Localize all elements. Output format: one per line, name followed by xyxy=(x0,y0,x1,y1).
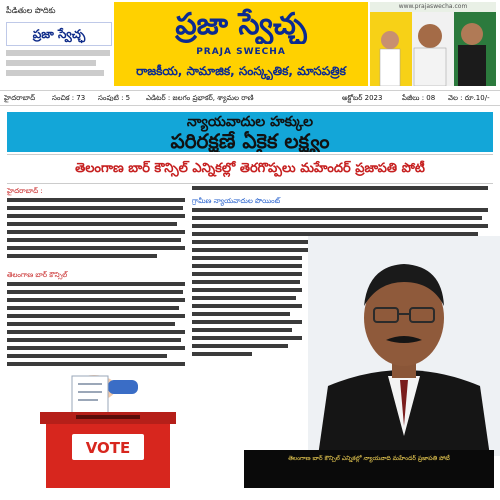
photo-caption: తెలంగాణ బార్ కౌన్సిల్ ఎన్నికల్లో న్యాయవాది మహేందర్ ప్రజాపతి పోటీ xyxy=(288,455,450,462)
text-line xyxy=(7,254,157,258)
text-line xyxy=(192,336,302,340)
text-line xyxy=(7,222,177,226)
text-line xyxy=(7,214,185,218)
issue-editor: ఎడిటర్ : జలగం ప్రభాకర్, శ్యామల రాణి xyxy=(146,94,254,102)
text-line xyxy=(192,216,482,220)
issue-number: సంపుటి : 5 xyxy=(98,94,131,102)
text-line xyxy=(7,246,185,250)
text-line xyxy=(7,314,185,318)
portrait-illustration xyxy=(308,236,500,456)
text-line xyxy=(7,306,179,310)
text-line xyxy=(7,322,175,326)
masthead-photo-banner xyxy=(370,2,496,86)
issue-place: హైదరాబాద్ xyxy=(4,94,36,102)
text-line xyxy=(7,330,185,334)
issue-volume: సంచిక : 73 xyxy=(52,94,86,102)
article-dateline: హైదరాబాద్ : xyxy=(7,187,43,195)
text-line xyxy=(7,338,181,342)
left-mini-title: ప్రజా స్వేచ్ఛ xyxy=(6,22,112,46)
text-line xyxy=(7,298,185,302)
left-text-line xyxy=(6,70,104,76)
text-line xyxy=(192,296,296,300)
text-line xyxy=(192,344,288,348)
vote-label: VOTE xyxy=(85,439,131,457)
text-line xyxy=(7,362,185,366)
left-text-line xyxy=(6,60,96,66)
text-line xyxy=(7,346,185,350)
text-line xyxy=(192,208,488,212)
text-line xyxy=(192,320,302,324)
text-line xyxy=(192,312,290,316)
article-section-heading: తెలంగాణ బార్ కౌన్సిల్ xyxy=(7,271,68,279)
text-line xyxy=(192,264,302,268)
headline-line-1: న్యాయవాదుల హక్కుల xyxy=(186,114,314,130)
text-line xyxy=(192,272,302,276)
issue-price: వెల : రూ.10/- xyxy=(448,94,490,102)
text-line xyxy=(192,288,302,292)
newspaper-title: ప్రజా స్వేచ్ఛ xyxy=(175,7,307,42)
left-text-line xyxy=(6,50,110,56)
text-line xyxy=(7,290,183,294)
left-tagline: పీడితుల పొదికు xyxy=(6,6,56,15)
text-line xyxy=(7,198,185,202)
article-right-heading: గ్రామీణ న్యాయవాదుల పొయింట్ xyxy=(192,197,281,205)
issue-date: అక్టోబర్ 2023 xyxy=(342,94,383,102)
text-line xyxy=(192,352,252,356)
leaders-photo-illustration xyxy=(370,2,496,86)
text-line xyxy=(192,256,302,260)
text-line xyxy=(7,206,183,210)
subheadline: తెలంగాణ బార్ కౌన్సిల్ ఎన్నికల్లో తెరగొప్పలు మహేందర్ ప్రజాపతి పోటీ xyxy=(7,154,493,184)
masthead xyxy=(0,0,500,90)
issue-info-strip xyxy=(0,90,500,106)
text-line xyxy=(192,328,292,332)
text-line xyxy=(192,224,488,228)
issue-pages: పేజీలు : 08 xyxy=(402,94,436,102)
text-line xyxy=(7,238,181,242)
text-line xyxy=(192,280,300,284)
text-line xyxy=(192,304,302,308)
newspaper-tagline: రాజకీయ, సామాజిక, సంస్కృతిక, మాసపత్రిక xyxy=(136,64,346,78)
photo-caption-box xyxy=(244,450,494,488)
text-line xyxy=(7,282,185,286)
text-line xyxy=(7,230,185,234)
headline-banner xyxy=(7,112,493,152)
text-line xyxy=(7,354,167,358)
vote-ballot-box-illustration xyxy=(32,370,184,490)
masthead-url: www.prajaswecha.com xyxy=(398,3,468,10)
masthead-left-panel xyxy=(4,4,112,86)
masthead-title-box xyxy=(114,2,368,86)
newspaper-title-english: PRAJA SWECHA xyxy=(196,47,286,57)
headline-line-2: పరిరక్షణే ఏకైక లక్ష్యం xyxy=(170,130,330,152)
text-line xyxy=(192,186,488,190)
candidate-portrait xyxy=(308,236,500,456)
